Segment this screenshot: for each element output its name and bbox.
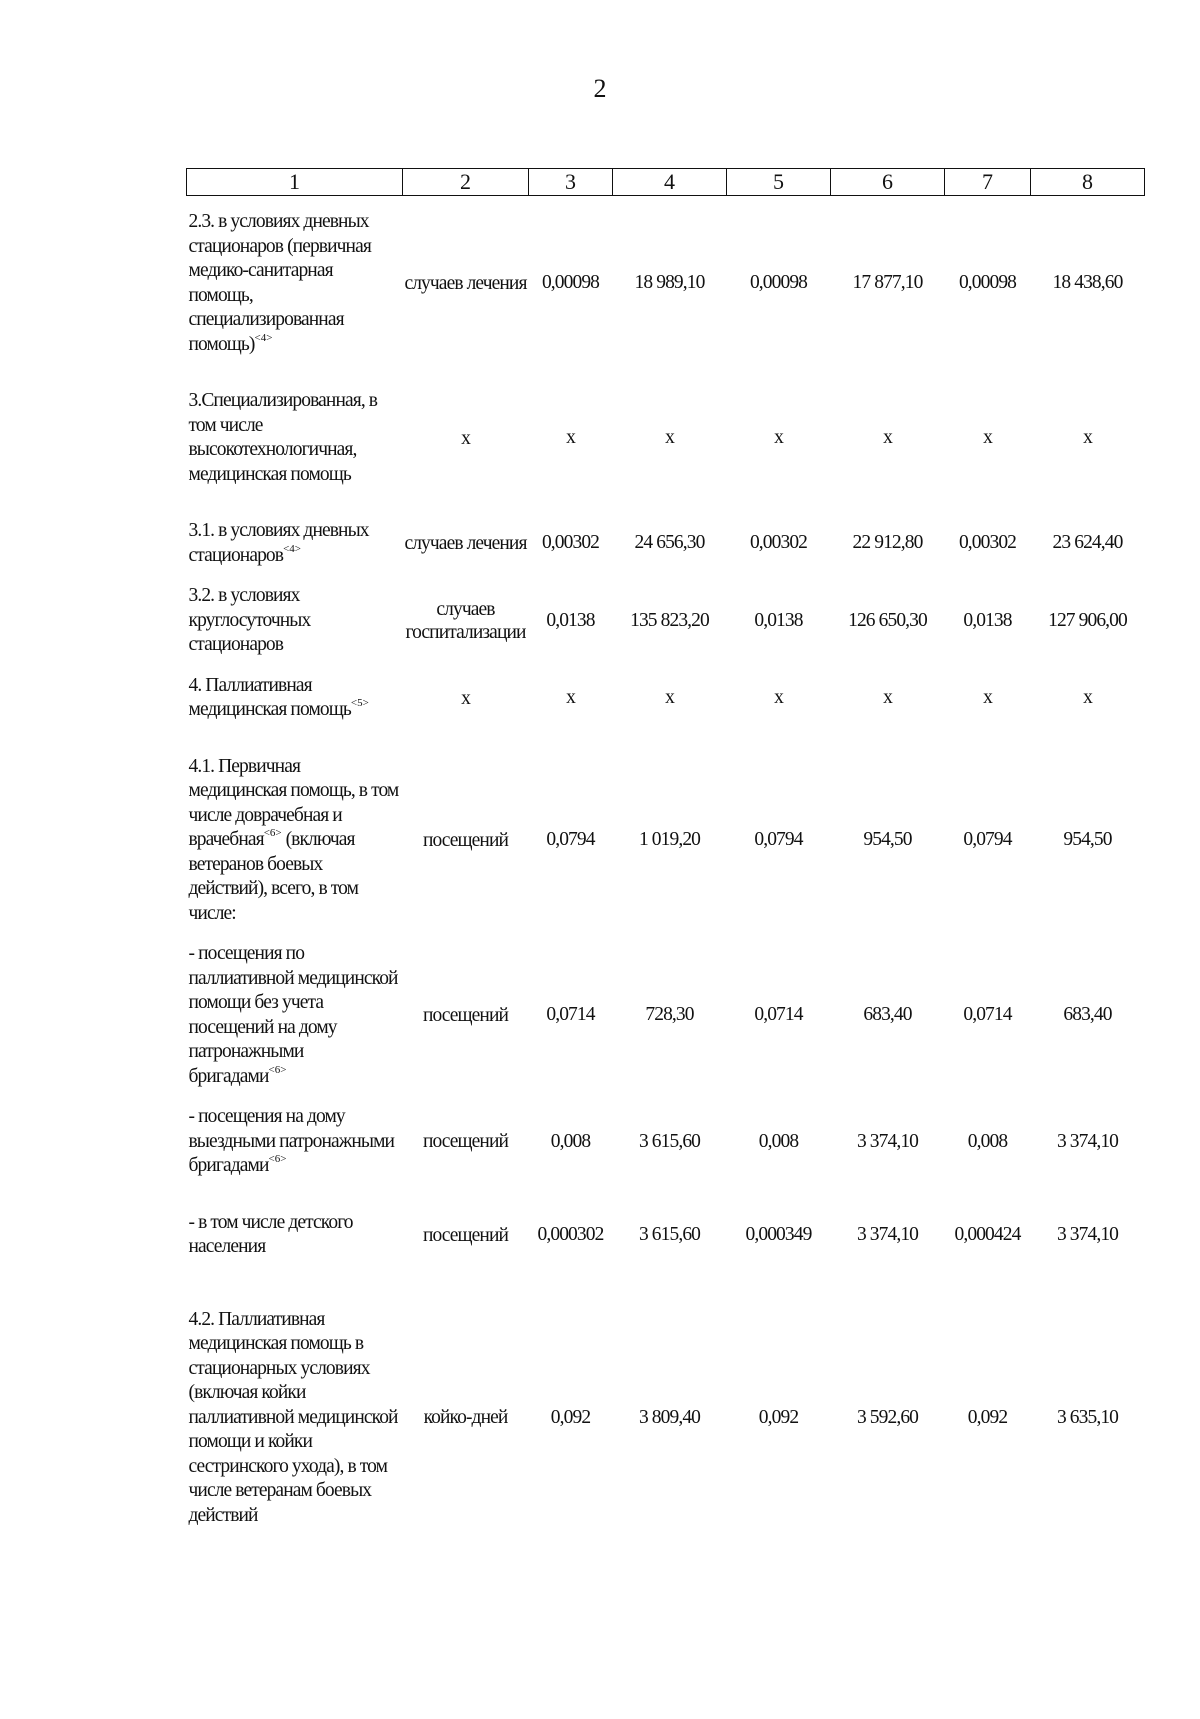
value-cell: 22 912,80 <box>852 532 923 554</box>
unit-cell: случаев лечения <box>404 273 527 294</box>
row-name: 3.Специализированная, в том числе высокотехнологичная, медицинская помощь <box>188 390 378 485</box>
value-cell: 1 019,20 <box>638 829 701 850</box>
value-cell: х <box>566 426 575 448</box>
page-number: 2 <box>593 74 607 103</box>
unit-cell: х <box>461 687 470 709</box>
unit-cell: случаев лечения <box>404 533 527 554</box>
table-row <box>187 1101 1145 1207</box>
value-cell: х <box>774 426 783 448</box>
value-cell: 0,0794 <box>546 829 595 850</box>
row-name-cell <box>187 515 403 580</box>
value-cell: 0,0794 <box>963 829 1012 850</box>
value-cell: 135 823,20 <box>630 609 709 631</box>
value-cell: 728,30 <box>645 1004 694 1026</box>
value-cell: 0,000302 <box>537 1223 604 1245</box>
table-row <box>187 1207 1145 1304</box>
row-name-cell <box>187 580 403 670</box>
value-cell: х <box>566 686 575 708</box>
value-cell: 0,008 <box>758 1130 799 1152</box>
value-cell: 127 906,00 <box>1048 609 1127 631</box>
footnote-ref: <6> <box>263 827 282 839</box>
value-cell: х <box>774 686 783 708</box>
table-row <box>187 1304 1145 1541</box>
value-cell: 18 989,10 <box>634 272 705 294</box>
table-row <box>187 670 1145 751</box>
row-name-cell <box>187 1101 403 1207</box>
value-cell: 0,00302 <box>958 532 1017 554</box>
unit-cell: х <box>461 427 470 449</box>
footnote-ref: <6> <box>268 1153 287 1165</box>
value-cell: 0,000349 <box>745 1223 812 1245</box>
column-header-8: 8 <box>1031 169 1145 196</box>
value-cell: х <box>1083 686 1092 708</box>
row-name: 2.3. в условиях дневных стационаров (первичная медико-санитарная помощь, специализированная помощь) <box>188 211 371 355</box>
row-name-cell <box>187 1304 403 1541</box>
value-cell: х <box>983 686 992 708</box>
table-row <box>187 751 1145 939</box>
row-name-cell <box>187 670 403 751</box>
value-cell: 17 877,10 <box>852 272 923 294</box>
value-cell: 3 809,40 <box>638 1406 701 1428</box>
row-name: 3.1. в условиях дневных стационаров <box>188 520 369 566</box>
value-cell: 126 650,30 <box>848 609 927 631</box>
column-header-2: 2 <box>403 169 529 196</box>
value-cell: 0,008 <box>967 1130 1008 1152</box>
value-cell: 954,50 <box>1063 829 1112 850</box>
value-cell: х <box>883 426 892 448</box>
table-row <box>187 515 1145 580</box>
row-name: 4.2. Паллиативная медицинская помощь в стационарных условиях (включая койки паллиативной медицинской помощи и койки сестринского ухода), в том числе ветеранам боевых действий <box>188 1308 398 1526</box>
unit-cell: посещений <box>422 1005 509 1026</box>
row-name-cell <box>187 385 403 515</box>
value-cell: 0,008 <box>550 1130 591 1152</box>
value-cell: х <box>983 426 992 448</box>
value-cell: 0,0714 <box>754 1004 803 1026</box>
value-cell: 3 374,10 <box>856 1223 919 1245</box>
row-name-continued: (включая ветеранов боевых действий), всего, в том числе: <box>188 829 359 924</box>
value-cell: 3 615,60 <box>638 1130 701 1152</box>
column-header-5: 5 <box>727 169 831 196</box>
table-row <box>187 196 1145 386</box>
column-header-4: 4 <box>613 169 727 196</box>
value-cell: 3 635,10 <box>1056 1406 1119 1428</box>
value-cell: 0,000424 <box>954 1223 1021 1245</box>
footnote-ref: <4> <box>283 542 302 555</box>
footnote-ref: <6> <box>268 1063 287 1076</box>
value-cell: 0,0794 <box>754 829 803 850</box>
value-cell: 3 615,60 <box>638 1223 701 1245</box>
value-cell: 0,00302 <box>541 532 600 554</box>
value-cell: 0,0714 <box>963 1004 1012 1026</box>
value-cell: 0,0138 <box>963 609 1012 631</box>
column-header-3: 3 <box>529 169 613 196</box>
value-cell: 0,092 <box>550 1406 591 1428</box>
table-row <box>187 938 1145 1101</box>
row-name: 4.1. Первичная медицинская помощь, в том числе доврачебная и врачебная <box>188 755 399 850</box>
row-name: - посещения на дому выездными патронажными бригадами <box>188 1106 395 1176</box>
unit-cell: случаев госпитализации <box>405 598 526 643</box>
value-cell: х <box>665 686 674 708</box>
footnote-ref: <4> <box>254 331 273 344</box>
value-cell: 0,092 <box>758 1406 799 1428</box>
financing-norms-table <box>186 168 1145 1540</box>
column-header-1: 1 <box>187 169 403 196</box>
value-cell: 0,00098 <box>541 272 600 294</box>
row-name-cell <box>187 938 403 1101</box>
row-name: 4. Паллиативная медицинская помощь <box>188 674 351 720</box>
value-cell: 683,40 <box>1063 1004 1112 1026</box>
row-name: 3.2. в условиях круглосуточных стационаров <box>188 585 311 655</box>
value-cell: 3 592,60 <box>856 1406 919 1428</box>
value-cell: х <box>1083 426 1092 448</box>
value-cell: 0,00098 <box>958 272 1017 294</box>
value-cell: 0,0138 <box>546 609 595 631</box>
value-cell: 23 624,40 <box>1052 532 1123 554</box>
value-cell: 3 374,10 <box>1056 1130 1119 1152</box>
value-cell: 3 374,10 <box>1056 1223 1119 1245</box>
row-name-cell <box>187 196 403 386</box>
unit-cell: посещений <box>422 1224 509 1246</box>
unit-cell: посещений <box>422 829 509 851</box>
row-name-cell <box>187 751 403 939</box>
unit-cell: посещений <box>422 1131 509 1153</box>
table-row <box>187 385 1145 515</box>
column-header-7: 7 <box>945 169 1031 196</box>
value-cell: 683,40 <box>863 1004 912 1026</box>
value-cell: 0,00302 <box>749 532 808 554</box>
value-cell: 3 374,10 <box>856 1130 919 1152</box>
value-cell: 0,00098 <box>749 272 808 294</box>
row-name: - посещения по паллиативной медицинской помощи без учета посещений на дому патронажными бригадами <box>188 943 398 1087</box>
value-cell: 0,0714 <box>546 1004 595 1026</box>
value-cell: 18 438,60 <box>1052 272 1123 294</box>
unit-cell: койко-дней <box>423 1407 508 1429</box>
value-cell: х <box>883 686 892 708</box>
value-cell: х <box>665 426 674 448</box>
value-cell: 954,50 <box>863 829 912 850</box>
row-name: - в том числе детского населения <box>188 1211 353 1257</box>
column-header-6: 6 <box>831 169 945 196</box>
table-row <box>187 580 1145 670</box>
row-name-cell <box>187 1207 403 1304</box>
value-cell: 24 656,30 <box>634 532 705 554</box>
value-cell: 0,092 <box>967 1406 1008 1428</box>
footnote-ref: <5> <box>350 697 369 709</box>
column-number-row <box>187 169 1145 196</box>
value-cell: 0,0138 <box>754 609 803 631</box>
